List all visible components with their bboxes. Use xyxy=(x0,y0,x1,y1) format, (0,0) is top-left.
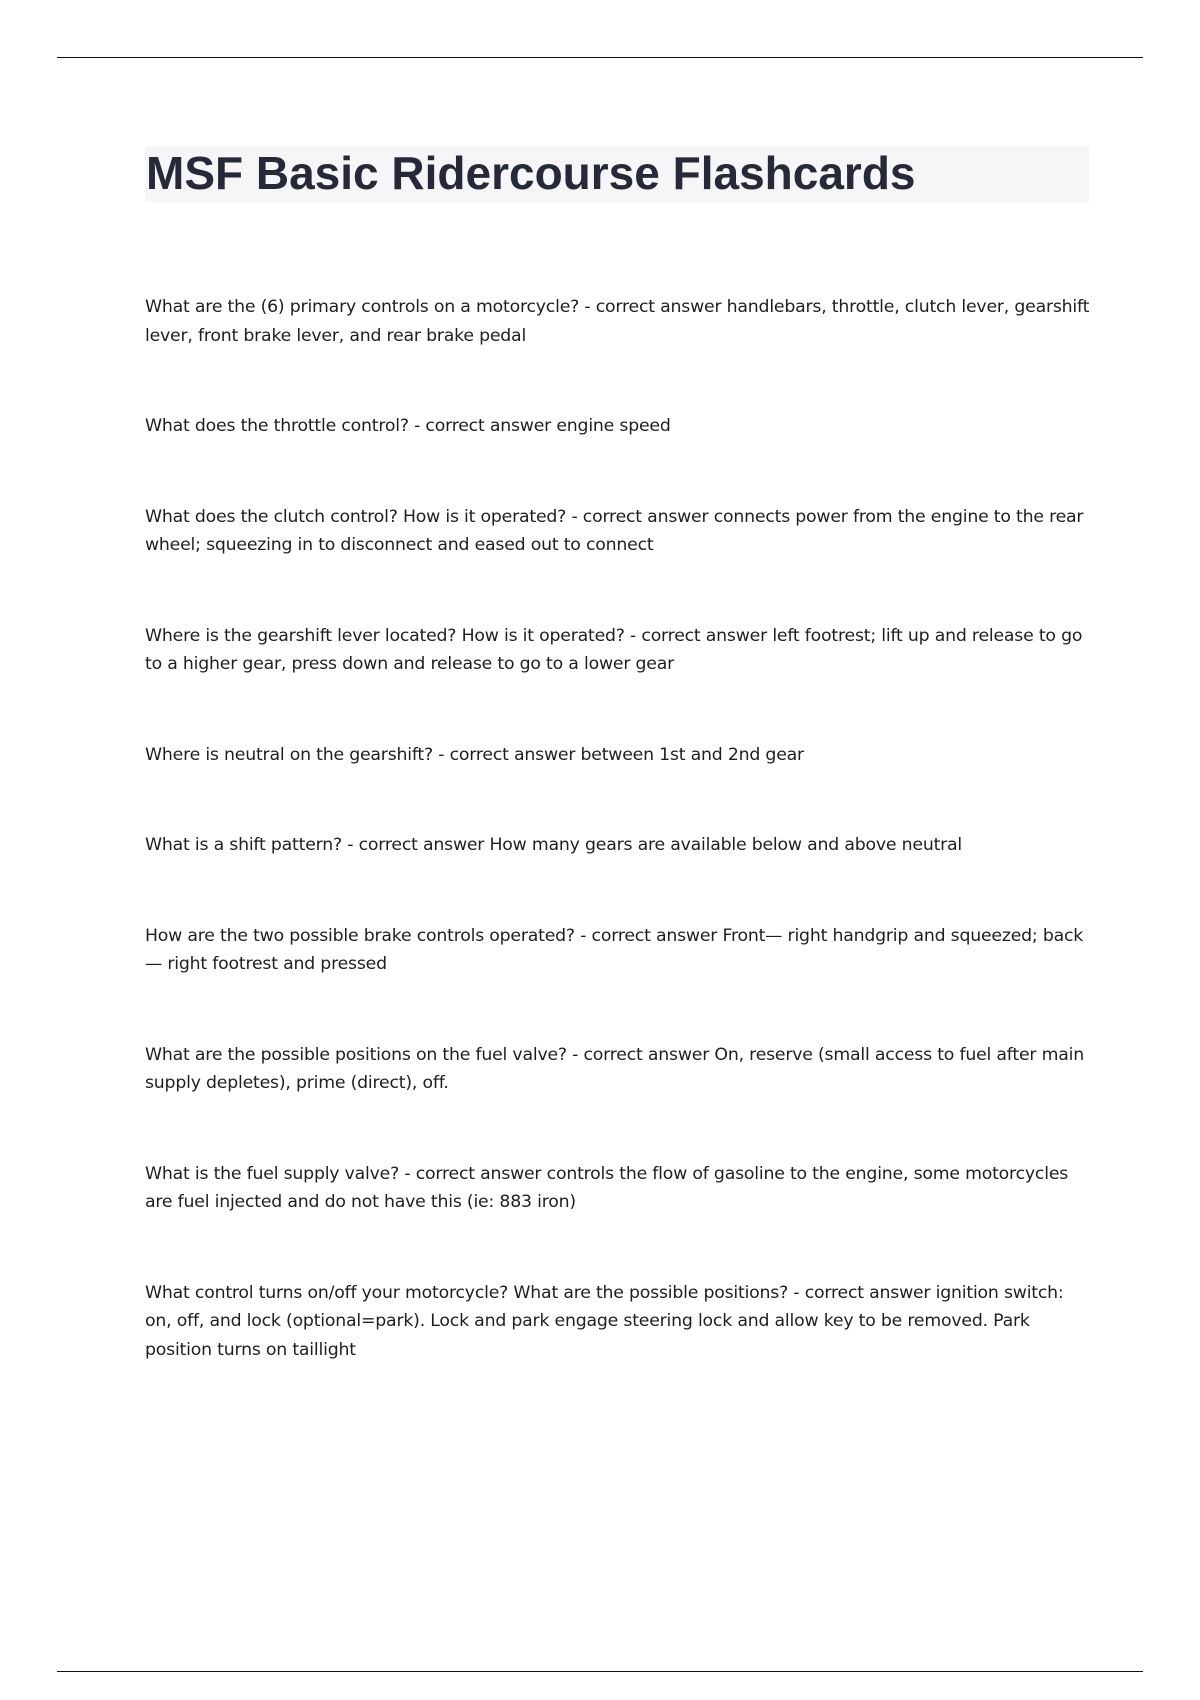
flashcard-answer: left footrest; lift up and release to go to a higher gear, press down and release to go to a lower gear xyxy=(145,625,1083,674)
flashcard-answer: connects power from the engine to the rear wheel; squeezing in to disconnect and eased out to connect xyxy=(145,506,1084,555)
flashcard-separator: - correct answer xyxy=(579,297,727,317)
flashcard-separator: - correct answer xyxy=(566,506,714,527)
flashcard-separator: - correct answer xyxy=(432,744,581,765)
flashcard-question: What is a shift pattern? xyxy=(145,835,342,855)
document-title: MSF Basic Ridercourse Flashcards xyxy=(146,147,916,199)
flashcard-answer: On, reserve (small access to fuel after main supply depletes), prime (direct), off. xyxy=(145,1044,1084,1093)
flashcard xyxy=(145,622,1090,679)
flashcard xyxy=(145,1041,1090,1098)
flashcard-answer: controls the flow of gasoline to the engine, some motorcycles are fuel injected and do not have this (ie: 883 iron) xyxy=(145,1163,1069,1212)
flashcard-separator: - correct answer xyxy=(566,1044,715,1065)
flashcard-separator: - correct answer xyxy=(574,925,723,946)
flashcard xyxy=(145,293,1090,350)
top-rule xyxy=(57,57,1143,58)
flashcard-separator: - correct answer xyxy=(341,835,490,855)
flashcard-answer: engine speed xyxy=(556,416,671,436)
flashcard-list xyxy=(145,293,1090,1364)
flashcard-question: What are the (6) primary controls on a motorcycle? xyxy=(145,297,580,317)
flashcard-answer: Front— right handgrip and squeezed; back— right footrest and pressed xyxy=(145,925,1084,974)
flashcard-answer: How many gears are available below and above neutral xyxy=(489,835,963,855)
flashcard xyxy=(145,412,1090,441)
flashcard xyxy=(145,1160,1090,1217)
flashcard-question: What are the possible positions on the fuel valve? xyxy=(145,1044,567,1065)
flashcard xyxy=(145,503,1090,560)
flashcard-separator: - correct answer xyxy=(624,625,773,646)
flashcard-answer: handlebars, throttle, clutch lever, gearshift lever, front brake lever, and rear brake pedal xyxy=(145,297,1090,346)
flashcard-separator: - correct answer xyxy=(788,1282,936,1303)
flashcard-question: Where is the gearshift lever located? How is it operated? xyxy=(145,625,625,646)
flashcard xyxy=(145,741,1090,770)
flashcard xyxy=(145,831,1090,860)
flashcard-question: What does the throttle control? xyxy=(145,416,409,436)
flashcard-question: How are the two possible brake controls operated? xyxy=(145,925,575,946)
flashcard-separator: - correct answer xyxy=(408,416,557,436)
flashcard-question: What control turns on/off your motorcycle? What are the possible positions? xyxy=(145,1282,789,1303)
flashcard-question: What does the clutch control? How is it operated? xyxy=(145,506,567,527)
flashcard xyxy=(145,922,1090,979)
flashcard-question: What is the fuel supply valve? xyxy=(145,1163,400,1184)
bottom-rule xyxy=(57,1671,1143,1672)
flashcard-answer: between 1st and 2nd gear xyxy=(580,744,804,765)
flashcard-question: Where is neutral on the gearshift? xyxy=(145,744,433,765)
flashcard xyxy=(145,1279,1090,1365)
flashcard-separator: - correct answer xyxy=(399,1163,547,1184)
flashcard-answer: ignition switch: on, off, and lock (optional=park). Lock and park engage steering lock and allow key to be removed. Park position turns on taillight xyxy=(145,1282,1064,1360)
